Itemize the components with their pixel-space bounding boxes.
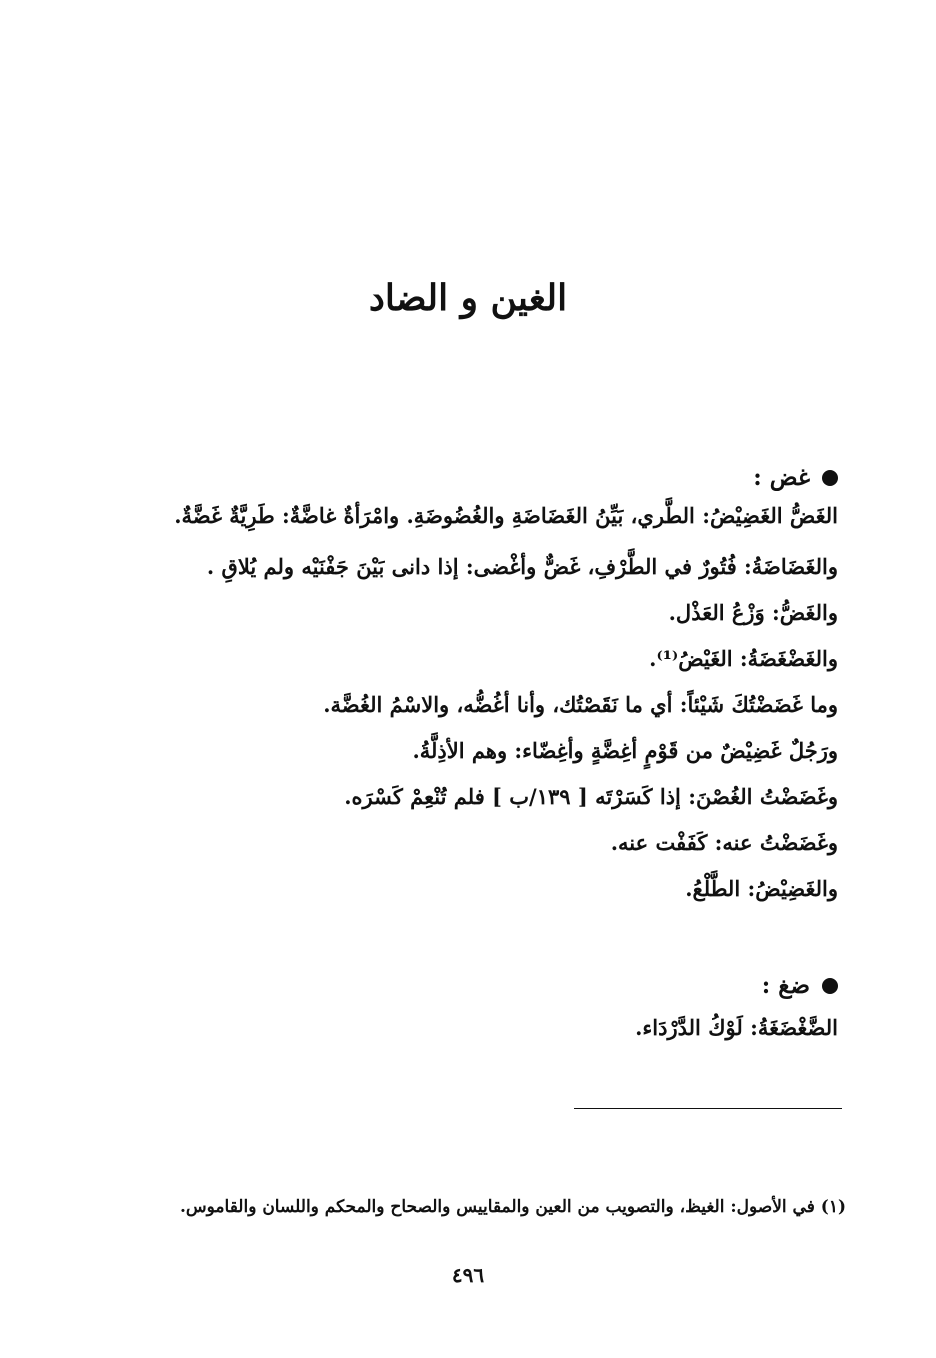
definition-line: والغَضْغَضَةُ: الغَيْضُ⁽¹⁾. <box>649 646 838 671</box>
definition-line: الغَضُّ الغَضِيْضُ: الطَّري، بَيِّنُ الغَضَاضَةِ والغُضُوضَةِ. وامْرَأةٌ غاضَّةٌ: طَرِيَّةٌ غَضَّةٌ. <box>174 503 838 528</box>
entry-dagh <box>93 966 838 1050</box>
entry-ghadd <box>93 458 838 912</box>
definition-line: والغَضَاضَةُ: فُتُورٌ في الطَّرْفِ، غَضٌّ وأغْضى: إذا دانى بَيْنَ جَفْنَيْه ولم يُلاقِ . <box>206 554 838 579</box>
bullet-icon <box>822 470 838 486</box>
entry-heading-text: غض : <box>753 464 810 491</box>
definition-line: ورَجُلٌ غَضِيْضٌ من قَوْمٍ أغِضَّةٍ وأغِضّاء: وهم الأذِلَّةُ. <box>412 738 838 763</box>
footnote-separator <box>574 1108 842 1109</box>
definition-line: وغَضَضْتُ عنه: كَفَفْت عنه. <box>610 830 838 855</box>
definition-line: والغَضُّ: وَزْعُ العَذْل. <box>668 600 838 625</box>
footnote: (١) في الأصول: الغيظ، والتصويب من العين والمقاييس والصحاح والمحكم واللسان والقاموس. <box>179 1197 846 1217</box>
page-number: ٤٩٦ <box>451 1263 485 1287</box>
definition-line: الضَّغْضَغَةُ: لَوْكُ الدَّرْدَاء. <box>635 1015 838 1040</box>
entry-heading <box>93 458 838 498</box>
chapter-title: الغين و الضاد <box>368 277 568 319</box>
definition-line: وما غَضَضْتُكَ شَيْئاً: أي ما نَقَصْتُك، وأنا أغُضُّه، والاسْمُ الغُضَّة. <box>323 692 838 717</box>
definition-line: وغَضَضْتُ الغُصْنَ: إذا كَسَرْتَه [ ١٣٩/ب ] فلم تُنْعِمْ كَسْرَه. <box>344 784 838 809</box>
entry-heading-text: ضغ : <box>761 972 810 999</box>
definition-line: والغَضِيْضُ: الطَّلْعُ. <box>685 876 838 901</box>
bullet-icon <box>822 978 838 994</box>
entry-heading <box>93 966 838 1006</box>
